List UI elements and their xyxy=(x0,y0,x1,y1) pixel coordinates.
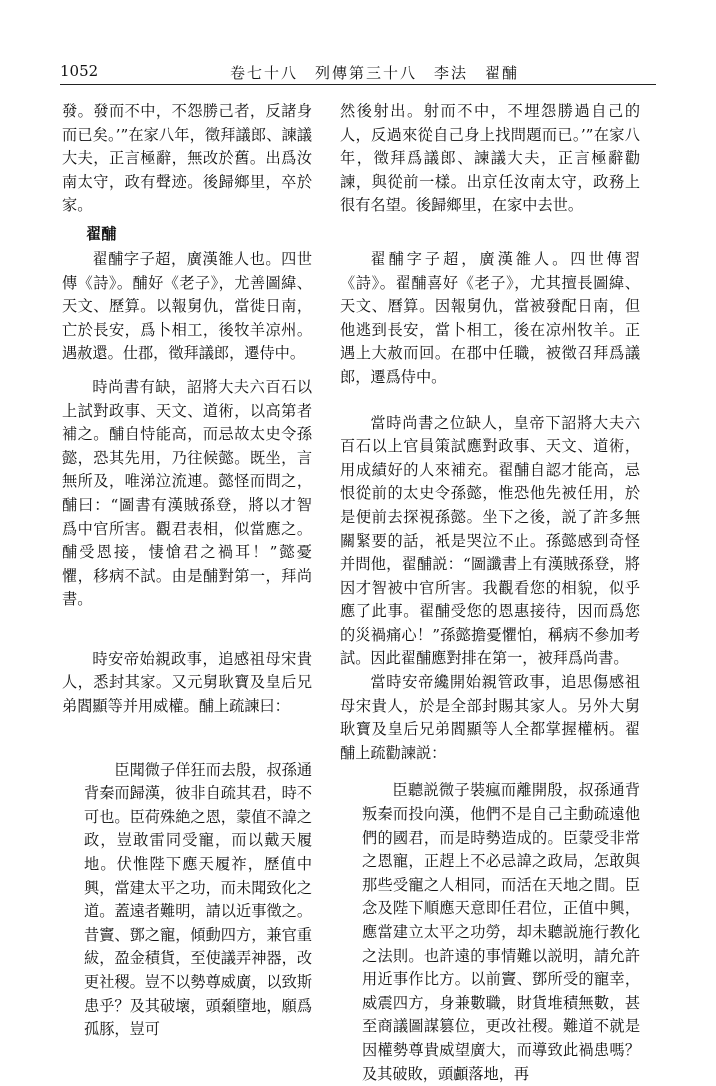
section-title: 翟酺 xyxy=(86,224,117,243)
right-column-translation xyxy=(340,100,640,1086)
right-paragraph-0: 然後射出。射而不中，不埋怨勝過自己的人，反過來從自己身上找問題而已。’”在家八年，徵拜爲議郎、諫議大夫，正言極辭勸諫，與從前一樣。出京任汝南太守，政務上很有名望。後歸鄉里，在家中去世。 xyxy=(340,102,640,215)
left-column-classical xyxy=(62,100,312,1042)
header-rule xyxy=(60,84,656,85)
left-paragraph-1: 翟酺字子超，廣漢雒人也。四世傳《詩》。酺好《老子》，尤善圖緯、天文、歷算。以報舅仇，當徙日南，亡於長安，爲卜相工，後牧羊凉州。遇赦還。仕郡，徵拜議郎，遷侍中。 xyxy=(62,249,312,363)
running-title: 卷七十八 列傳第三十八 李法 翟酺 xyxy=(230,64,520,82)
left-paragraph-4: 臣聞微子佯狂而去殷，叔孫通背秦而歸漢，彼非自疏其君，時不可也。臣荷殊絶之恩，蒙值不諱之政，豈敢雷同受寵，而以戴天履地。伏惟陛下應天履祚，歷值中興，當建太平之功，而未聞致化之道。蓋遠者難明，請以近事徵之。昔竇、鄧之寵，傾動四方，兼官重紱，盈金積貨，至使議弄神器，改更社稷。豈不以勢尊威廣，以致斯患乎？及其破壞，頭顙墮地，願爲孤豚，豈可 xyxy=(84,760,312,1039)
right-paragraph-1: 翟酺字子超，廣漢雒人。四世傳習《詩》。翟酺喜好《老子》，尤其擅長圖緯、天文、曆算。因報舅仇，當被發配日南，但他逃到長安，當卜相工，後在凉州牧羊。正遇上大赦而回。在郡中任職，被徵召拜爲議郎，遷爲侍中。 xyxy=(340,249,640,386)
right-paragraph-2: 當時尚書之位缺人，皇帝下詔將大夫六百石以上官員策試應對政事、天文、道術，用成績好的人來補充。翟酺自認才能高，忌恨從前的太史令孫懿，惟恐他先被任用，於是便前去探視孫懿。坐下之後，説了許多無關緊要的話，衹是哭泣不止。孫懿感到奇怪并問他，翟酺説：“圖讖書上有漢賊孫登，將因才智被中官所害。我觀看您的相貌，似乎應了此事。翟酺受您的恩惠接待，因而爲您的災禍痛心！”孫懿擔憂懼怕，稱病不參加考試。因此翟酺應對排在第一，被拜爲尚書。 xyxy=(340,413,640,668)
left-paragraph-0: 發。發而不中，不怨勝己者，反諸身而已矣。’”在家八年，徵拜議郎、諫議大夫，正言極辭，無改於舊。出爲汝南太守，政有聲迹。後歸鄉里，卒於家。 xyxy=(62,102,312,215)
left-paragraph-3: 時安帝始親政事，追感祖母宋貴人，悉封其家。又元舅耿寶及皇后兄弟閻顯等并用威權。酺上疏諫曰： xyxy=(62,649,312,716)
left-paragraph-2: 時尚書有缺，詔將大夫六百石以上試對政事、天文、道術，以高第者補之。酺自恃能高，而忌故太史令孫懿，恐其先用，乃往候懿。既坐，言無所及，唯涕泣流連。懿怪而問之，酺曰：“圖書有漢賊孫登，將以才智爲中官所害。觀君表相，似當應之。酺受恩接，悽愴君之禍耳！”懿憂懼，移病不試。由是酺對第一，拜尚書。 xyxy=(62,377,312,609)
right-paragraph-3: 當時安帝纔開始親管政事，追思傷感祖母宋貴人，於是全部封賜其家人。另外大舅耿寶及皇后兄弟閻顯等人全都掌握權柄。翟酺上疏勸諫説： xyxy=(340,673,640,762)
right-paragraph-4: 臣聽説微子裝瘋而離開殷，叔孫通背叛秦而投向漢，他們不是自己主動疏遠他們的國君，而是時勢造成的。臣蒙受非常之恩寵，正趕上不必忌諱之政局，怎敢與那些受寵之人相同，而活在天地之間。臣念及陛下順應天意即任君位，正值中興，應當建立太平之功勞，却未聽説施行教化之法則。也許遠的事情難以説明，請允許用近事作比方。以前竇、鄧所受的寵幸，威震四方，身兼數職，財貨堆積無數，甚至商議圖謀篡位，更改社稷。難道不就是因權勢尊貴威望廣大，而導致此禍患嗎？及其破敗，頭顱落地，再 xyxy=(362,781,640,1083)
page-number: 1052 xyxy=(60,62,99,80)
page-header xyxy=(60,62,656,84)
